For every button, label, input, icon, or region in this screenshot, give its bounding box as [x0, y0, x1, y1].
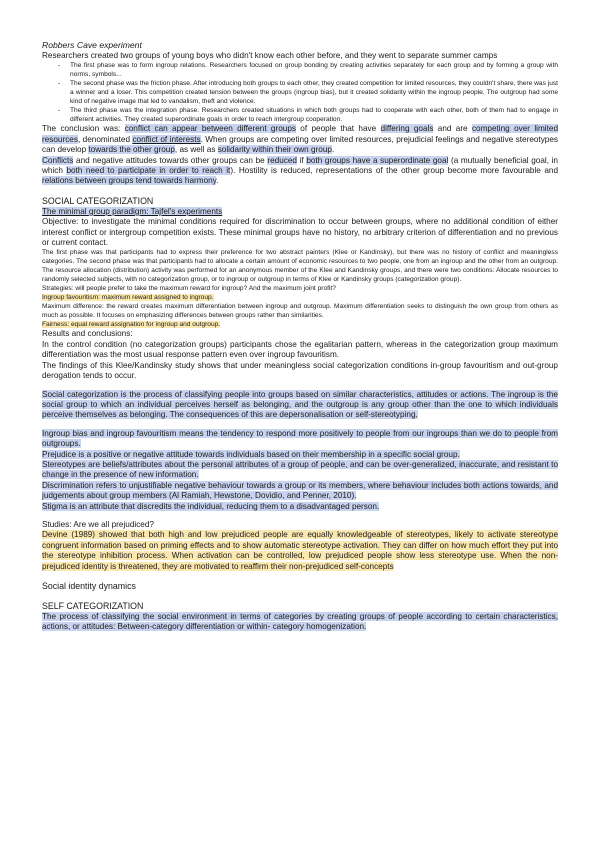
section-subheading: [42, 207, 558, 217]
text-run: of people that have: [295, 124, 381, 134]
bullet-dash: -: [58, 80, 61, 88]
text-run: (a mutually beneficial goal, in which: [42, 155, 558, 176]
stereotypes-definition: [42, 460, 558, 481]
highlighted-text: Stereotypes are beliefs/attributes about the personal attributes of a group of people, and can be over-generalized, inaccurate, and resistant to change in the presence of new information.: [42, 459, 558, 480]
robbers-cave-title: Robbers Cave experiment: [42, 40, 142, 50]
text-run: if: [296, 155, 307, 165]
bullet-item: [58, 106, 558, 124]
highlighted-text: Fairness: equal reward assignation for ingroup and outgroup.: [42, 321, 221, 329]
bullet-text: The first phase was to form ingroup relations. Researchers focused on group bonding by creating activities separately for each group and by forming a group with norms, symbols...: [70, 62, 558, 79]
bullet-text: The third phase was the integration phase. Researchers created situations in which both groups had to cooperate with each other, both of them had to engage in different activities. They created superordinate goals in order to reach intergroup cooperation.: [70, 107, 558, 124]
ingroup-favouritism-line: [42, 293, 558, 302]
prejudice-definition: [42, 450, 558, 460]
text-run: .: [331, 145, 335, 155]
highlighted-text: The process of classifying the social environment in terms of categories by creating groups of people according to certain characteristics, actions, or attitudes: Between-category differentiation or within- category homogenization.: [42, 612, 558, 632]
text-run: ). Hostility is reduced, representations of the other group become more favourable and: [230, 166, 558, 176]
highlighted-text: Conflicts: [42, 155, 74, 165]
highlighted-text: differing goals: [380, 124, 434, 134]
bullet-text: The second phase was the friction phase. After introducing both groups to each other, they created competition for limited resources, they couldn't share, there was just a winner and a loser. This competition created tension between the groups (ingroup bias), but it created solidarity within the ingroup people. The outgroup had some kind of negative image that led to vandalism, theft and violence.: [70, 80, 558, 106]
document-page: [42, 40, 558, 633]
fairness-line: [42, 320, 558, 329]
highlighted-text: Ingroup favouritism: maximum reward assigned to ingroup.: [42, 294, 214, 302]
highlighted-text: competing over limited resources: [42, 124, 558, 144]
social-categorization-definition: [42, 390, 558, 421]
highlighted-text: both need to participate in order to reach it: [66, 166, 231, 176]
highlighted-text: Devine (1989) showed that both high and low prejudiced people are equally knowledgeable of stereotypes, likely to activate stereotype congruent information based on priming effects and to show automatic stereotype activation. They can differ on how much effort they put into the stereotype inhibition process. When activation can be controlled, low prejudiced people show less stereotype use. When the non-prejudiced identity is threatened, they are motivated to reaffirm their non-prejudiced self-concepts: [42, 530, 558, 571]
max-difference-line: Maximum difference: the reward creates maximum differentiation between ingroup and outgroup. Maximum differentiation seeks to distinguish the own group from others as much as possible. It focuses on emphasizing differences between groups rather than similarities.: [42, 303, 558, 320]
highlighted-text: Ingroup bias and ingroup favouritism means the tendency to respond more positively to people from our ingroups than we do to people from outgroups.: [42, 428, 558, 449]
highlighted-text: Discrimination refers to unjustifiable negative behaviour towards a group or its members, where behaviour includes both actions towards, and judgements about group members (Al Ramiah, Hewstone, Dovidio, and Penner, 2010).: [42, 480, 558, 501]
bullet-item: [58, 79, 558, 106]
text-run: and negative attitudes towards other groups can be: [73, 155, 268, 165]
section-heading: SELF CATEGORIZATION: [42, 601, 144, 611]
highlighted-text: solidarity within their own group: [217, 145, 332, 155]
findings-paragraph: The findings of this Klee/Kandinsky study shows that under meaningless social categorization conditions in-group favouritism and out-group derogation tends to occur.: [42, 360, 558, 381]
phase-paragraph: The first phase was that participants had to express their preference for two abstract painters (Klee or Kandinsky), but there was no history of conflict and meaningless categories. The second phase was that participants had to allocate a certain amount of economic resources to two people, one from an ingroup and the other from an outgroup. The resource allocation (distribution) activity was performed for an anonymous member of the Klee and Kandinsky groups, and there were two conditions: Allocate resources to randomly selected subjects, with no categorization group, or to ingroup or outgroup in terms of Klee or Kandinsky groups (categorization group).: [42, 249, 558, 284]
highlighted-text: Social categorization is the process of classifying people into groups based on similar characteristics, attitudes or actions. The ingroup is the social group to which an individual perceives herself as belonging, and the outgroup is any group other than the one to which individuals perceive themselves as belonging. The consequences of this are depersonalisation or self-stereotyping.: [42, 389, 558, 420]
highlighted-text: conflict of interests: [132, 134, 201, 144]
ingroup-bias-definition: [42, 429, 558, 450]
highlighted-text: towards the other group: [88, 145, 175, 155]
self-categorization-paragraph: [42, 612, 558, 633]
objective-paragraph: Objective: to investigate the minimal conditions required for discrimination to occur between groups, where no additional condition of either interest conflict or intergroup competition exists. These minimal groups have no history, no arbitrary criterion of differentiation and no previous or current contact.: [42, 217, 558, 248]
stigma-definition: [42, 502, 558, 512]
text-run: and are: [433, 124, 472, 134]
highlighted-text: reduced: [267, 155, 297, 165]
results-label: Results and conclusions:: [42, 329, 133, 339]
bullet-dash: -: [58, 107, 61, 115]
highlighted-text: conflict can appear between different groups: [124, 124, 296, 134]
section-heading: Social identity dynamics: [42, 581, 136, 591]
bullet-dash: -: [58, 62, 61, 70]
conflict-paragraph: [42, 156, 558, 187]
highlighted-text: relations between groups tend towards harmony: [42, 176, 217, 186]
text-run: . When groups are competing over limited resources, prejudicial feelings and negative stereotypes can develop: [42, 134, 558, 155]
text-run: The conclusion was:: [42, 124, 125, 134]
results-paragraph: In the control condition (no categorization groups) participants chose the egalitarian pattern, whereas in the categorization group maximum differentiation was the most usual response pattern even over ingroup favouritism.: [42, 339, 558, 360]
bullet-item: [58, 61, 558, 79]
text-run: , as well as: [174, 145, 218, 155]
text-run: , denominated: [77, 134, 133, 144]
conclusion-paragraph: [42, 124, 558, 155]
highlighted-text: both groups have a superordinate goal: [306, 155, 449, 165]
highlighted-text: Stigma is an attribute that discredits the individual, reducing them to a disadvantaged person.: [42, 501, 380, 511]
text-run: .: [216, 176, 219, 186]
studies-heading: Studies: Are we all prejudiced?: [42, 519, 154, 529]
highlighted-text: Prejudice is a positive or negative attitude towards individuals based on their membership in a specific social group.: [42, 449, 460, 459]
highlighted-text: The minimal group paradigm: Tajfel's experiments: [42, 206, 223, 216]
studies-paragraph: [42, 530, 558, 572]
discrimination-definition: [42, 481, 558, 502]
strategies-line: Strategies: will people prefer to take the maximum reward for ingroup? And the maximum joint profit?: [42, 285, 336, 293]
robbers-cave-intro: Researchers created two groups of young boys who didn't know each other before, and they went to separate summer camps: [42, 51, 498, 60]
section-heading: SOCIAL CATEGORIZATION: [42, 195, 154, 206]
